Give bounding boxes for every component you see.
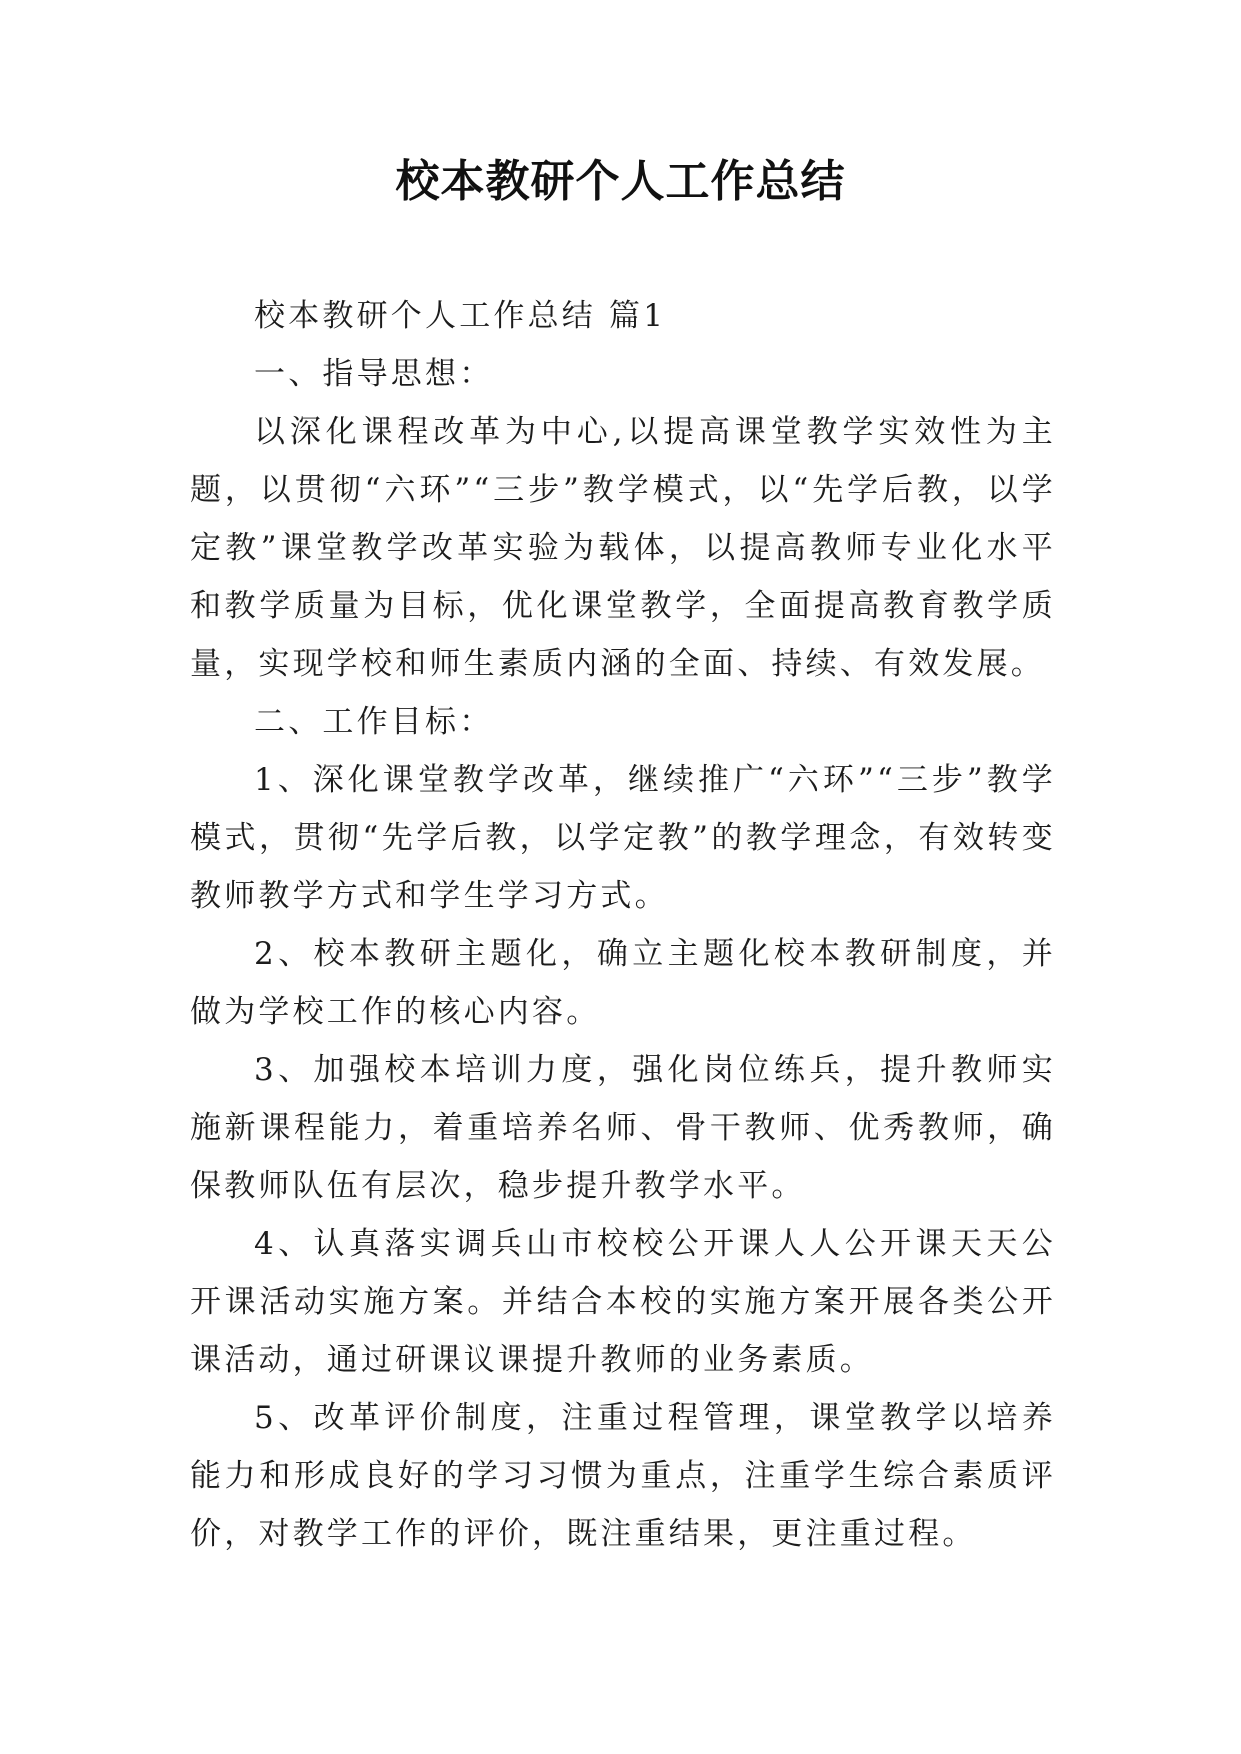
- paragraph-work-goals-heading: 二、工作目标：: [254, 704, 494, 740]
- paragraph-section-heading: 校本教研个人工作总结 篇1: [254, 298, 667, 334]
- paragraph-guiding-ideology: 以深化课程改革为中心,以提高课堂教学实效性为主题，以贯彻“六环”“三步”教学模式，以“先学后教，以学定教”课堂教学改革实验为载体，以提高教师专业化水平和教学质量为目标，优化课堂教学，全面提高教育教学质量，实现学校和师生素质内涵的全面、持续、有效发展。: [190, 414, 1056, 682]
- document-body: [190, 287, 1056, 1563]
- paragraph-goal-2: 2、校本教研主题化，确立主题化校本教研制度，并做为学校工作的核心内容。: [190, 936, 1056, 1030]
- document-title: 校本教研个人工作总结: [395, 156, 846, 207]
- paragraph-goal-1: 1、深化课堂教学改革，继续推广“六环”“三步”教学模式，贯彻“先学后教，以学定教”的教学理念，有效转变教师教学方式和学生学习方式。: [190, 762, 1056, 914]
- paragraph-goal-3: 3、加强校本培训力度，强化岗位练兵，提升教师实施新课程能力，着重培养名师、骨干教师、优秀教师，确保教师队伍有层次，稳步提升教学水平。: [190, 1052, 1056, 1204]
- paragraph-goal-4: 4、认真落实调兵山市校校公开课人人公开课天天公开课活动实施方案。并结合本校的实施方案开展各类公开课活动，通过研课议课提升教师的业务素质。: [190, 1226, 1056, 1378]
- paragraph-guiding-ideology-heading: 一、指导思想：: [254, 356, 494, 392]
- paragraph-goal-5: 5、改革评价制度，注重过程管理，课堂教学以培养能力和形成良好的学习习惯为重点，注重学生综合素质评价，对教学工作的评价，既注重结果，更注重过程。: [190, 1400, 1056, 1552]
